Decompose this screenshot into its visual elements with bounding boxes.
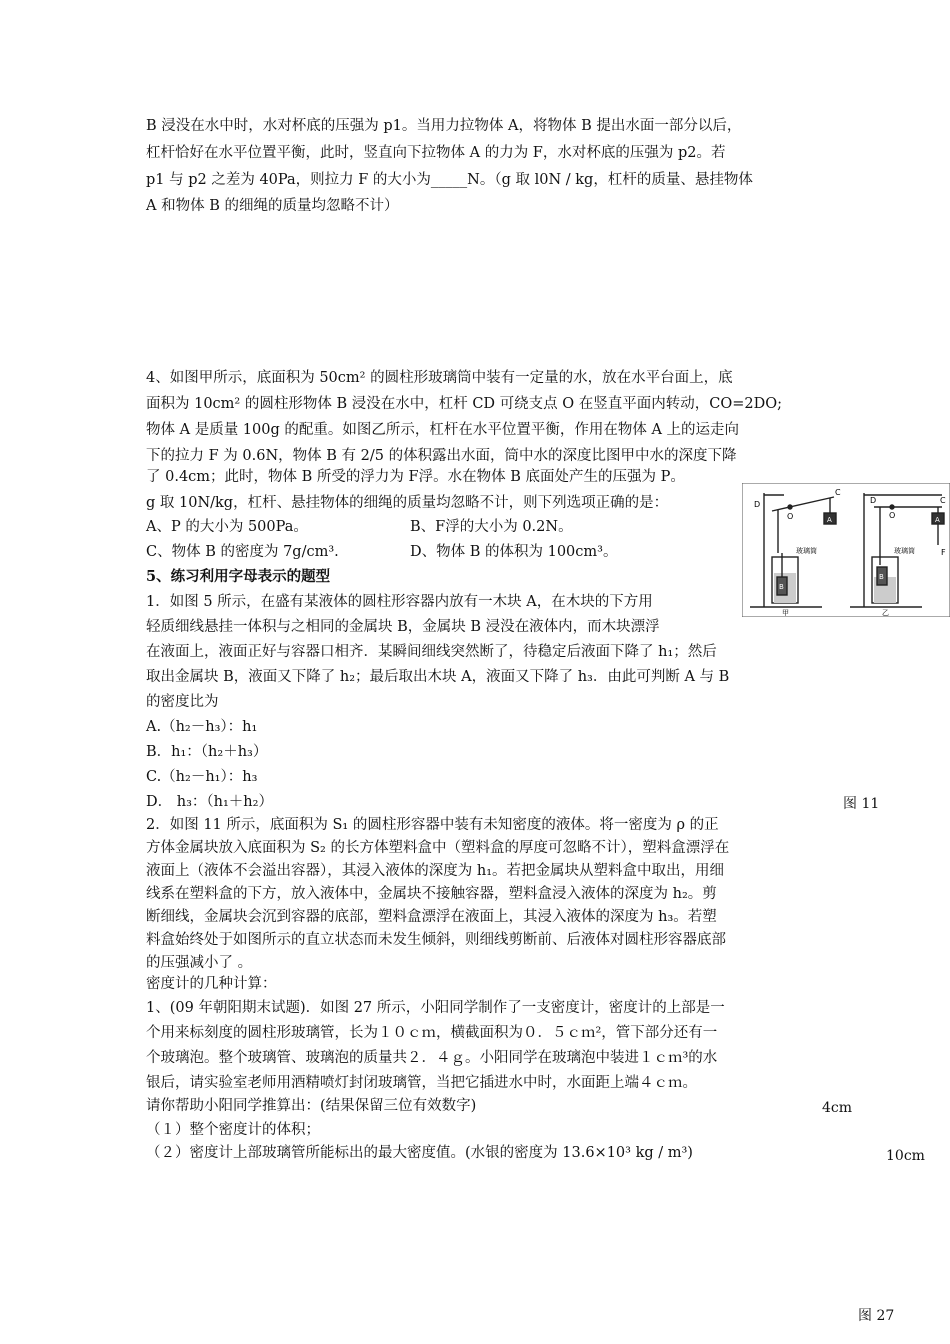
density-q-line: （１）整个密度计的体积；: [146, 1122, 320, 1138]
q5-1-line: 在液面上，液面正好与容器口相齐．某瞬间细线突然断了，待稳定后液面下降了 h₁；然后: [146, 644, 717, 660]
density-q-line: 银后，请实验室老师用酒精喷灯封闭玻璃管，当把它插进水中时，水面距上端４ｃｍ。: [146, 1075, 697, 1091]
fig-label: 玻璃筒: [796, 547, 817, 555]
q4-option-d: D、物体 B 的体积为 100cm³。: [410, 544, 618, 560]
fig-label: B: [779, 583, 784, 591]
fig-label: F: [941, 548, 946, 557]
q4-line: 4、如图甲所示，底面积为 50cm² 的圆柱形玻璃筒中装有一定量的水，放在水平台面上，底: [146, 370, 733, 386]
q5-2-line: 方体金属块放入底面积为 S₂ 的长方体塑料盒中（塑料盒的厚度可忽略不计），塑料盒漂浮在: [146, 840, 730, 856]
q5-2-line: 料盒始终处于如图所示的直立状态而未发生倾斜，则细线剪断前、后液体对圆柱形容器底部: [146, 932, 726, 948]
q4-option-b: B、F浮的大小为 0.2N。: [410, 519, 573, 535]
q4-line: 物体 A 是质量 100g 的配重。如图乙所示，杠杆在水平位置平衡，作用在物体 A 上的运走向: [146, 422, 740, 438]
fig-label: A: [827, 516, 832, 524]
label-10cm: 10cm: [886, 1148, 925, 1164]
q5-2-line: 断细线，金属块会沉到容器的底部，塑料盒漂浮在液面上，其浸入液体的深度为 h₃。若塑: [146, 909, 717, 925]
q5-1-option: C.（h₂－h₁）：h₃: [146, 769, 258, 785]
fig-label: D: [870, 496, 877, 505]
q5-1-option: B．h₁：（h₂＋h₃）: [146, 744, 268, 760]
density-q-line: 请你帮助小阳同学推算出：(结果保留三位有效数字): [146, 1098, 477, 1114]
label-4cm: 4cm: [822, 1100, 853, 1116]
fig-label: A: [935, 516, 940, 524]
lever-figure: [742, 483, 950, 617]
intro-line: 杠杆恰好在水平位置平衡，此时，竖直向下拉物体 A 的力为 F，水对杯底的压强为 p2。若: [146, 145, 726, 161]
q5-2-line: 液面上（液体不会溢出容器），其浸入液体的深度为 h₁。若把金属块从塑料盒中取出，用细: [146, 863, 725, 879]
fig-label: 甲: [782, 609, 789, 617]
q5-1-line: 1．如图 5 所示，在盛有某液体的圆柱形容器内放有一木块 A，在木块的下方用: [146, 594, 653, 610]
q4-option-a: A、P 的大小为 500Pa。: [146, 519, 308, 535]
q5-1-line: 的密度比为: [146, 694, 219, 710]
intro-line: B 浸没在水中时，水对杯底的压强为 p1。当用力拉物体 A，将物体 B 提出水面一部分以后，: [146, 118, 742, 134]
q4-line: 了 0.4cm；此时，物体 B 所受的浮力为 F浮。水在物体 B 底面处产生的压强为 P。: [146, 469, 685, 485]
fig-label: D: [754, 500, 761, 509]
q5-2-line: 线系在塑料盒的下方，放入液体中，金属块不接触容器，塑料盒浸入液体的深度为 h₂。剪: [146, 886, 717, 902]
q5-2-line: 2．如图 11 所示，底面积为 S₁ 的圆柱形容器中装有未知密度的液体。将一密度为 ρ 的正: [146, 817, 719, 833]
q5-1-line: 取出金属块 B，液面又下降了 h₂；最后取出木块 A，液面又下降了 h₃．由此可判断 A 与 B: [146, 669, 730, 685]
density-section-title: 密度计的几种计算：: [146, 976, 277, 992]
figure-27-label: 图 27: [858, 1308, 895, 1324]
q5-1-option: D． h₃：（h₁＋h₂）: [146, 794, 273, 810]
fig-label: C: [940, 496, 946, 505]
figure-11-label: 图 11: [843, 796, 880, 812]
fig-label: O: [889, 511, 896, 520]
fig-label: O: [787, 512, 794, 521]
fig-label: 乙: [882, 609, 889, 617]
q5-2-line: 的压强减小了 。: [146, 955, 253, 971]
q5-1-line: 轻质细线悬挂一体积与之相同的金属块 B，金属块 B 浸没在液体内，而木块漂浮: [146, 619, 660, 635]
fig-label: 玻璃筒: [894, 547, 915, 555]
density-q-line: 1、(09 年朝阳期末试题)．如图 27 所示，小阳同学制作了一支密度计，密度计的上部是一: [146, 1000, 725, 1016]
fig-label: C: [835, 488, 841, 497]
q4-option-c: C、物体 B 的密度为 7g/cm³.: [146, 544, 339, 560]
density-q-line: 个用来标刻度的圆柱形玻璃管，长为１０ｃｍ，横截面积为０．５ｃｍ²，管下部分还有一: [146, 1025, 718, 1041]
q4-line: g 取 10N/kg，杠杆、悬挂物体的细绳的质量均忽略不计，则下列选项正确的是：: [146, 495, 669, 511]
intro-line: A 和物体 B 的细绳的质量均忽略不计）: [146, 198, 399, 214]
q4-line: 面积为 10cm² 的圆柱形物体 B 浸没在水中，杠杆 CD 可绕支点 O 在竖直平面内转动，CO=2DO;: [146, 396, 783, 412]
fig-label: B: [879, 573, 884, 581]
q5-1-option: A.（h₂－h₃）：h₁: [146, 719, 258, 735]
section-5-title: 5、练习利用字母表示的题型: [146, 568, 331, 585]
q4-line: 下的拉力 F 为 0.6N，物体 B 有 2/5 的体积露出水面，筒中水的深度比图甲中水的深度下降: [146, 448, 737, 464]
density-q-line: （２）密度计上部玻璃管所能标出的最大密度值。(水银的密度为 13.6×10³ kg / m³): [146, 1145, 693, 1161]
intro-line: p1 与 p2 之差为 40Pa，则拉力 F 的大小为_____N。（g 取 l0N / kg，杠杆的质量、悬挂物体: [146, 172, 753, 188]
density-q-line: 个玻璃泡。整个玻璃管、玻璃泡的质量共２．４ｇ。小阳同学在玻璃泡中装进１ｃｍ³的水: [146, 1050, 718, 1066]
